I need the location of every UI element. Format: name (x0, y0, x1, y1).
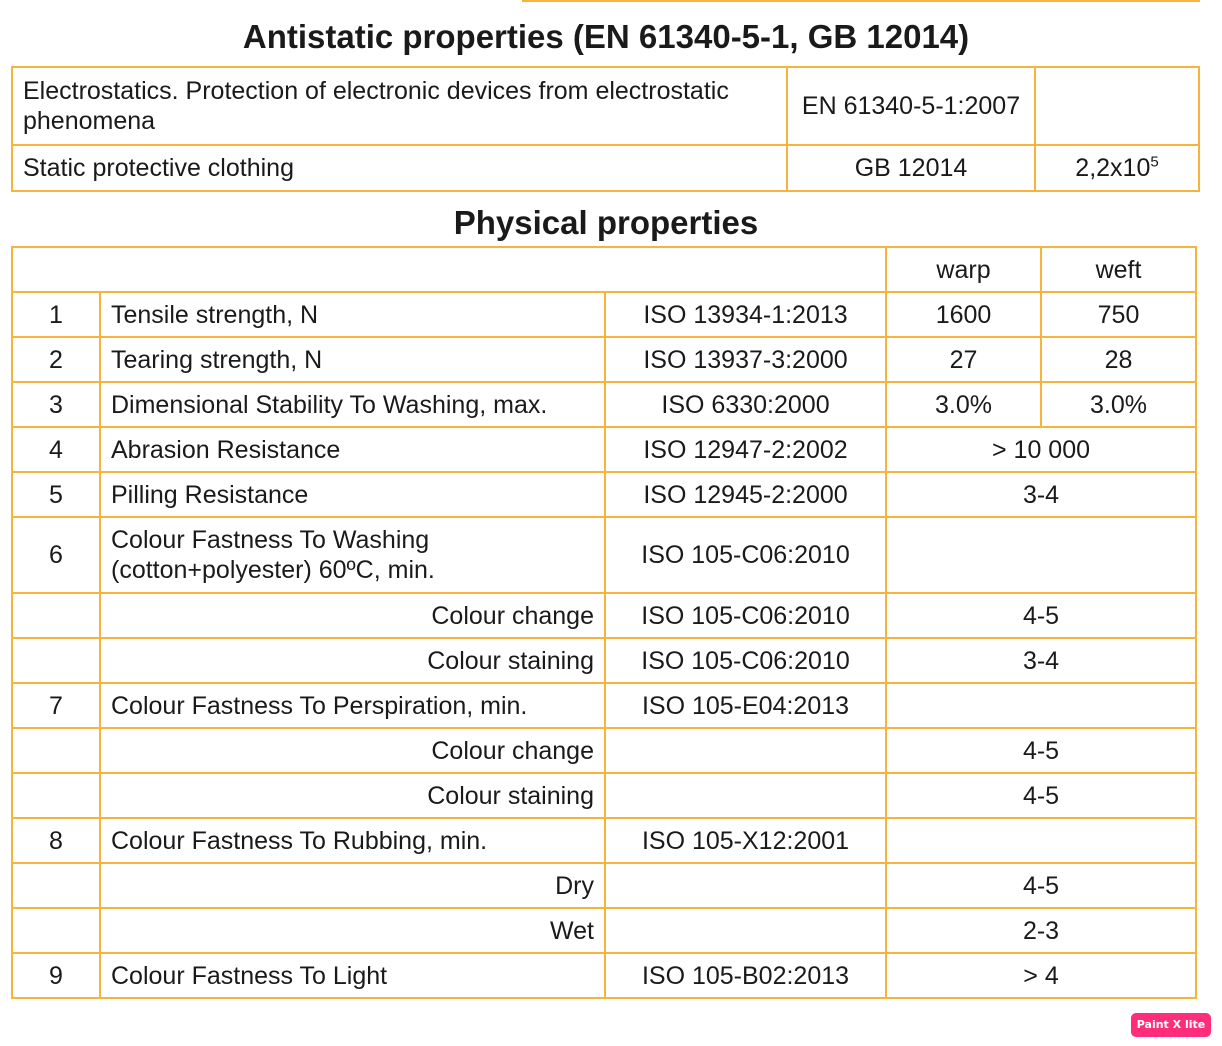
column-header-weft: weft (1041, 247, 1196, 292)
header-blank-cell (12, 247, 886, 292)
property-value (886, 683, 1196, 728)
watermark-badge: Paint X lite (1131, 1013, 1211, 1037)
row-number: 8 (12, 818, 100, 863)
warp-value: 1600 (886, 292, 1041, 337)
property-value: 4-5 (886, 593, 1196, 638)
test-standard: ISO 105-C06:2010 (605, 517, 886, 593)
property-name: Colour Fastness To Rubbing, min. (100, 818, 605, 863)
column-header-warp: warp (886, 247, 1041, 292)
property-value (886, 818, 1196, 863)
property-value: 4-5 (886, 863, 1196, 908)
table-row (12, 953, 1196, 998)
test-standard: ISO 105-C06:2010 (605, 593, 886, 638)
property-name: Tensile strength, N (100, 292, 605, 337)
table-row (12, 382, 1196, 427)
table-row (12, 818, 1196, 863)
row-number (12, 593, 100, 638)
property-name: Colour Fastness To Washing (cotton+polyester) 60ºC, min. (100, 517, 605, 593)
table-row (12, 145, 1199, 191)
antistatic-standard: EN 61340-5-1:2007 (787, 67, 1035, 145)
test-standard: ISO 105-E04:2013 (605, 683, 886, 728)
weft-value: 28 (1041, 337, 1196, 382)
row-number (12, 863, 100, 908)
table-row (12, 337, 1196, 382)
table-row (12, 517, 1196, 593)
sub-property-name: Colour change (100, 593, 605, 638)
table-row (12, 593, 1196, 638)
property-value (886, 517, 1196, 593)
table-row (12, 638, 1196, 683)
antistatic-value: $2,2x10^5$ (1035, 145, 1199, 191)
row-number: 4 (12, 427, 100, 472)
test-standard: ISO 105-B02:2013 (605, 953, 886, 998)
row-number (12, 908, 100, 953)
table-row (12, 728, 1196, 773)
antistatic-description: Static protective clothing (12, 145, 787, 191)
property-value: 3-4 (886, 472, 1196, 517)
antistatic-value (1035, 67, 1199, 145)
property-value: > 10 000 (886, 427, 1196, 472)
sub-property-name: Wet (100, 908, 605, 953)
sub-property-name: Dry (100, 863, 605, 908)
row-number: 3 (12, 382, 100, 427)
table-row (12, 908, 1196, 953)
test-standard (605, 728, 886, 773)
sub-property-name: Colour staining (100, 773, 605, 818)
table-row (12, 863, 1196, 908)
property-value: 2-3 (886, 908, 1196, 953)
physical-properties-table (11, 246, 1197, 999)
property-name: Dimensional Stability To Washing, max. (100, 382, 605, 427)
antistatic-table (11, 66, 1200, 192)
row-number (12, 638, 100, 683)
row-number: 2 (12, 337, 100, 382)
property-name: Abrasion Resistance (100, 427, 605, 472)
test-standard: ISO 105-X12:2001 (605, 818, 886, 863)
property-value: > 4 (886, 953, 1196, 998)
physical-section-title: Physical properties (453, 204, 759, 241)
sub-property-name: Colour change (100, 728, 605, 773)
property-name: Colour Fastness To Perspiration, min. (100, 683, 605, 728)
antistatic-section-title: Antistatic properties (EN 61340-5-1, GB 12014) (242, 18, 970, 55)
test-standard (605, 773, 886, 818)
row-number (12, 728, 100, 773)
weft-value: 3.0% (1041, 382, 1196, 427)
test-standard (605, 908, 886, 953)
table-row (12, 683, 1196, 728)
row-number: 6 (12, 517, 100, 593)
antistatic-standard: GB 12014 (787, 145, 1035, 191)
test-standard: ISO 12947-2:2002 (605, 427, 886, 472)
header-row (12, 247, 1196, 292)
row-number: 1 (12, 292, 100, 337)
test-standard: ISO 12945-2:2000 (605, 472, 886, 517)
warp-value: 3.0% (886, 382, 1041, 427)
test-standard: ISO 105-C06:2010 (605, 638, 886, 683)
property-value: 3-4 (886, 638, 1196, 683)
row-number: 7 (12, 683, 100, 728)
antistatic-description: Electrostatics. Protection of electronic devices from electrostatic phenomena (12, 67, 787, 145)
table-row (12, 427, 1196, 472)
row-number: 9 (12, 953, 100, 998)
table-row (12, 292, 1196, 337)
sub-property-name: Colour staining (100, 638, 605, 683)
test-standard: ISO 13937-3:2000 (605, 337, 886, 382)
test-standard: ISO 13934-1:2013 (605, 292, 886, 337)
test-standard (605, 863, 886, 908)
property-name: Pilling Resistance (100, 472, 605, 517)
property-value: 4-5 (886, 773, 1196, 818)
row-number: 5 (12, 472, 100, 517)
row-number (12, 773, 100, 818)
property-name: Tearing strength, N (100, 337, 605, 382)
property-name: Colour Fastness To Light (100, 953, 605, 998)
table-row (12, 472, 1196, 517)
property-value: 4-5 (886, 728, 1196, 773)
table-row (12, 773, 1196, 818)
previous-table-edge (522, 0, 1200, 2)
test-standard: ISO 6330:2000 (605, 382, 886, 427)
warp-value: 27 (886, 337, 1041, 382)
table-row (12, 67, 1199, 145)
weft-value: 750 (1041, 292, 1196, 337)
